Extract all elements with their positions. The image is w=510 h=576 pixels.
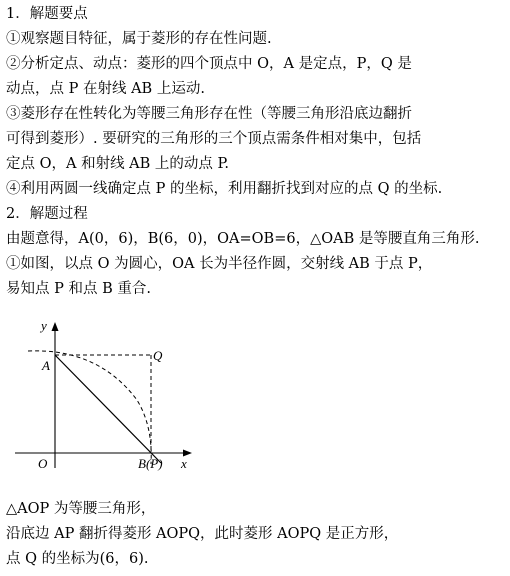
heading-solution: 2．解题过程 xyxy=(6,206,88,222)
text-line-1: ①观察题目特征，属于菱形的存在性问题. xyxy=(6,31,272,47)
label-O: O xyxy=(38,456,48,471)
ray-AB xyxy=(55,355,161,463)
text-line-5: 可得到菱形）. 要研究的三角形的三个顶点需条件相对集中，包括 xyxy=(6,131,422,147)
label-BP: B(P) xyxy=(138,456,163,471)
text-line-14: 点 Q 的坐标为(6，6). xyxy=(6,551,149,567)
label-x: x xyxy=(181,456,187,471)
y-axis-arrow xyxy=(52,322,59,331)
heading-key-points: 1．解题要点 xyxy=(6,6,88,22)
label-y: y xyxy=(41,318,47,333)
label-A: A xyxy=(42,358,50,373)
text-line-10: ①如图，以点 O 为圆心，OA 长为半径作圆，交射线 AB 于点 P， xyxy=(6,256,433,272)
text-line-3: 动点，点 P 在射线 AB 上运动. xyxy=(6,81,205,97)
text-line-2: ②分析定点、动点：菱形的四个顶点中 O，A 是定点，P，Q 是 xyxy=(6,56,412,72)
text-line-12: △AOP 为等腰三角形， xyxy=(6,501,156,517)
text-line-7: ④利用两圆一线确定点 P 的坐标，利用翻折找到对应的点 Q 的坐标. xyxy=(6,181,443,197)
label-Q: Q xyxy=(153,348,163,363)
text-line-4: ③菱形存在性转化为等腰三角形存在性（等腰三角形沿底边翻折 xyxy=(6,106,412,122)
text-line-11: 易知点 P 和点 B 重合. xyxy=(6,281,151,297)
text-line-13: 沿底边 AP 翻折得菱形 AOPQ，此时菱形 AOPQ 是正方形， xyxy=(6,526,399,542)
text-line-9: 由题意得，A(0，6)，B(6，0)，OA=OB=6，△OAB 是等腰直角三角形. xyxy=(6,231,480,247)
text-line-6: 定点 O，A 和射线 AB 上的动点 P. xyxy=(6,156,229,172)
geometry-figure xyxy=(10,318,200,478)
